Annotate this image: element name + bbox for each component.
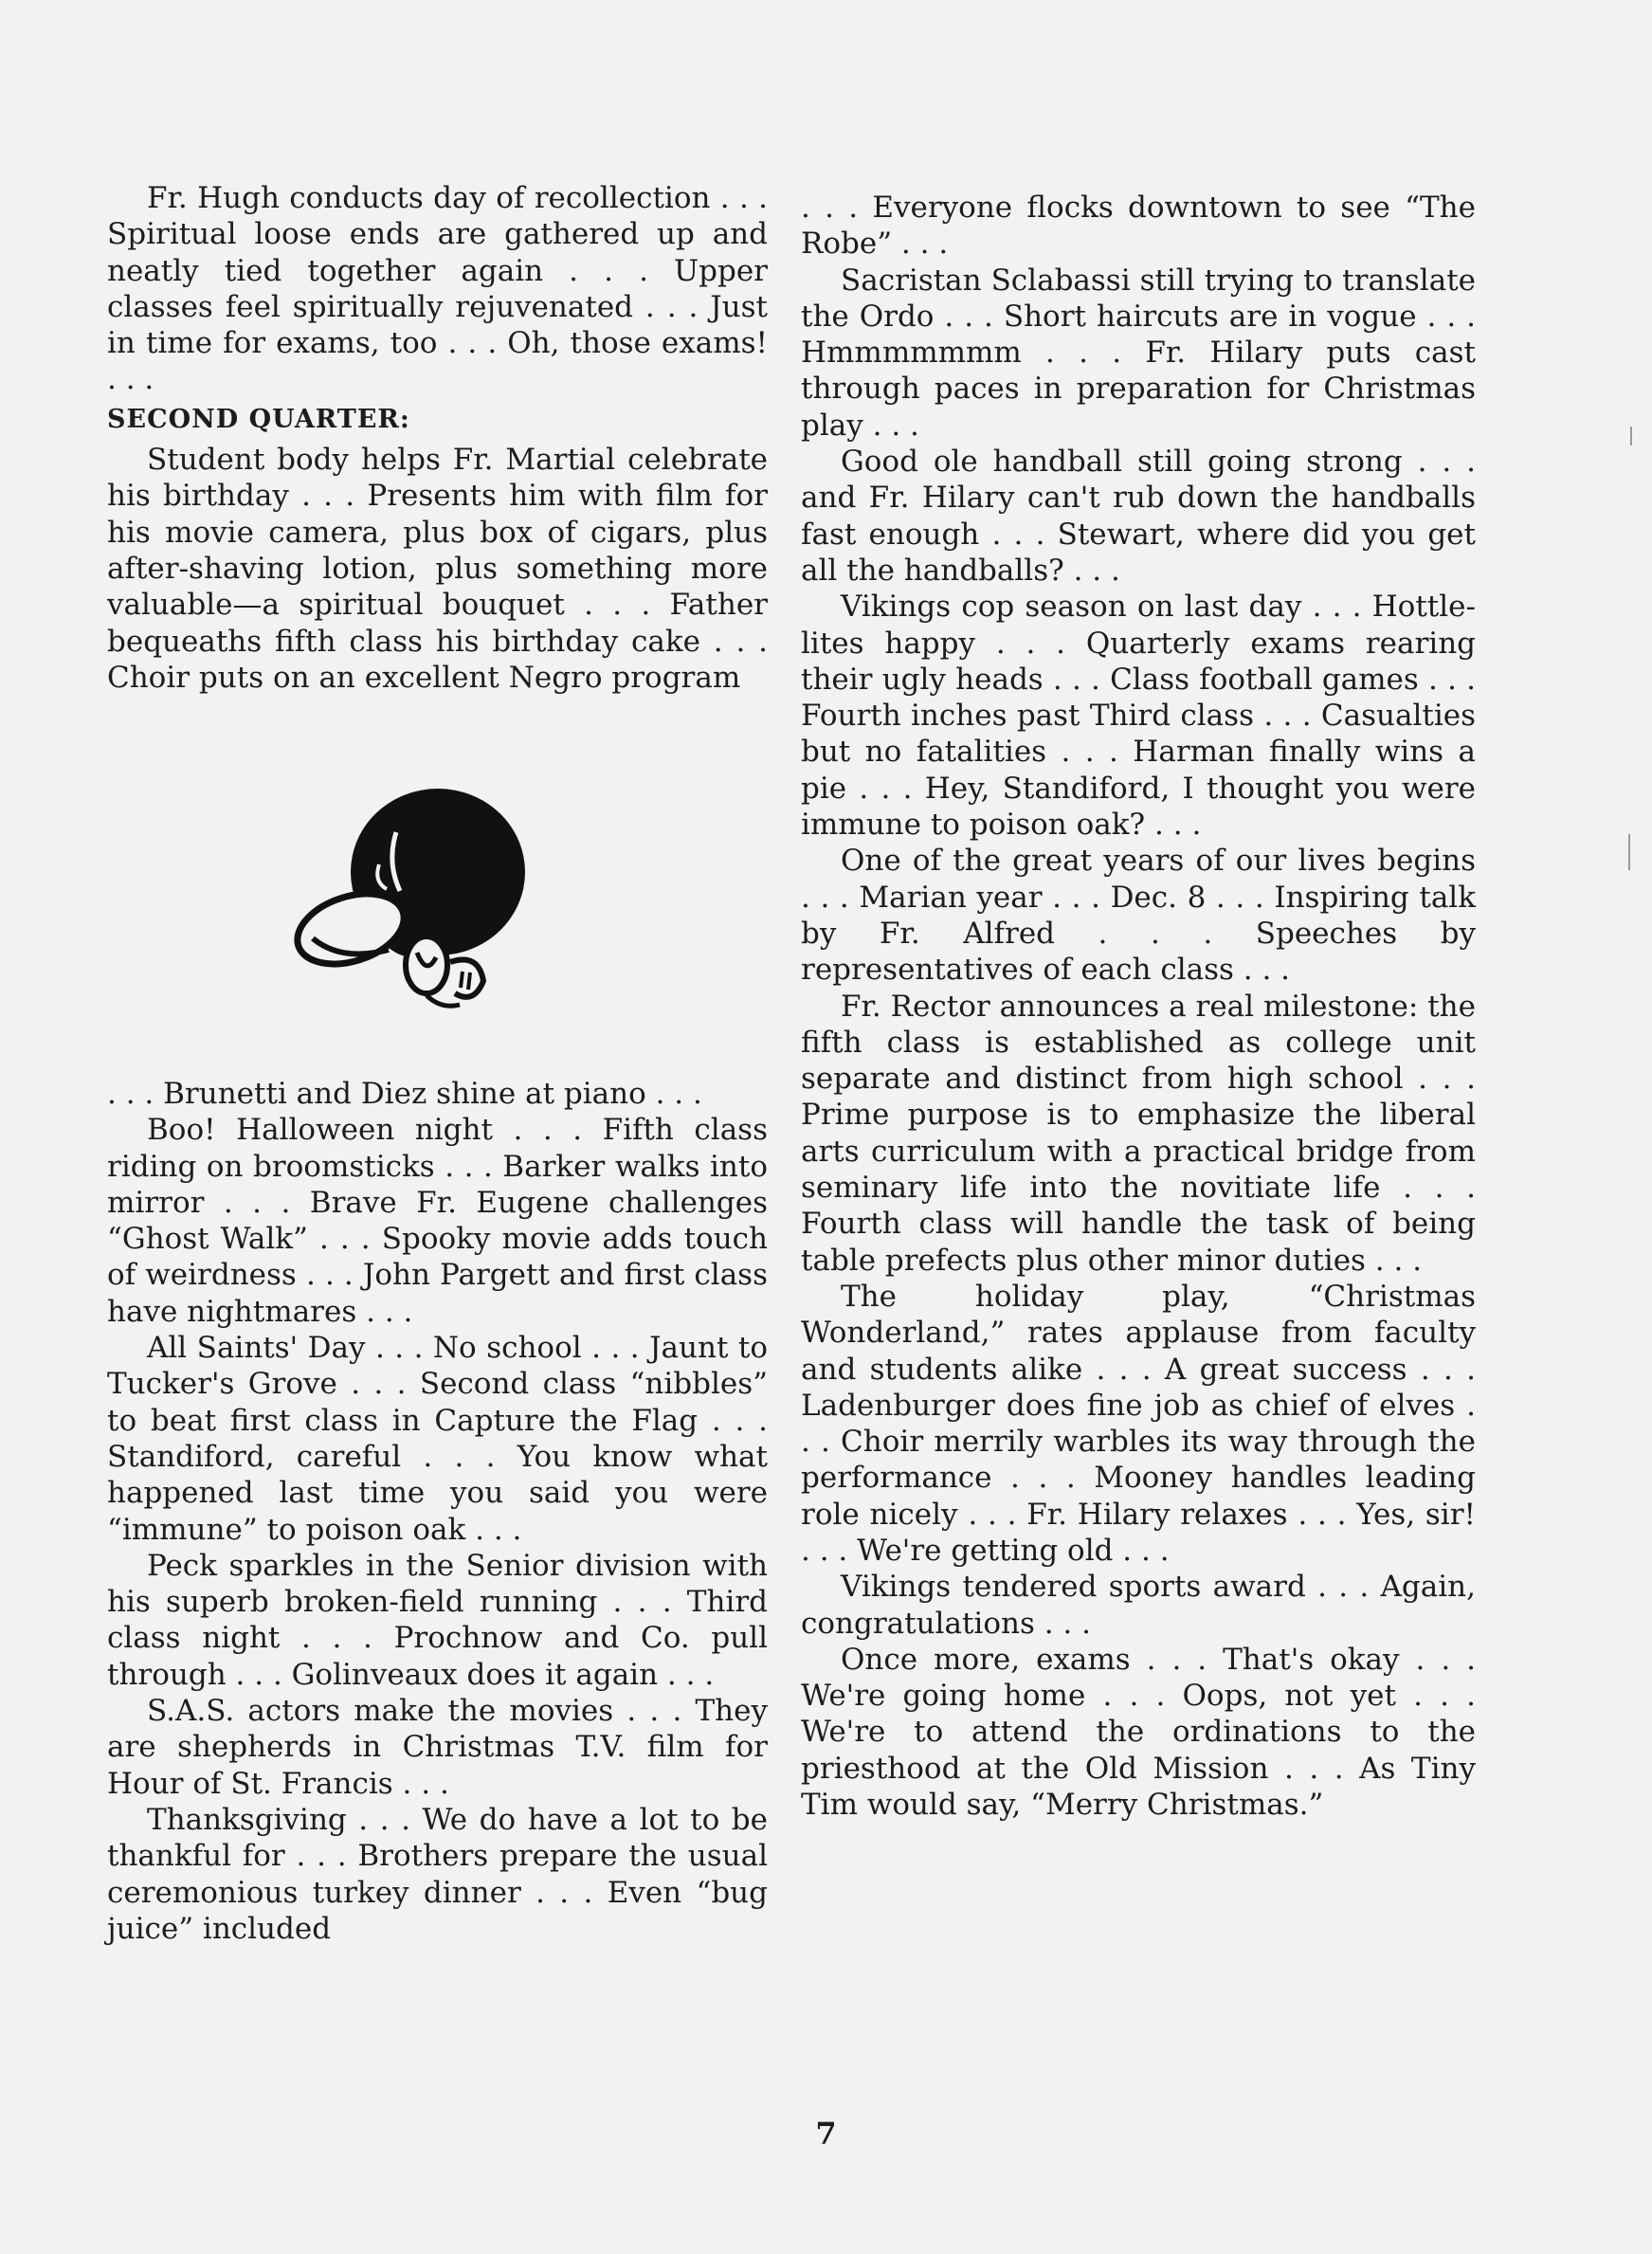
left-paragraph-2: Student body helps Fr. Martial celebrate his birthday . . . Presents him with film for his movie camera, plus box of cigars, plus after-shaving lotion, plus something more valuable—a spiritual bouquet . . . Father bequeaths fifth class his birthday cake . . . Choir puts on an excellent Negro program xyxy=(107,443,768,695)
right-paragraph-6: Fr. Rector announces a real milestone: the fifth class is established as college unit separate and distinct from high school . . . Prime purpose is to emphasize the liberal arts curriculum with a practical bridge from seminary life into the novitiate life . . . Fourth class will handle the task of being table prefects plus other minor duties . . . xyxy=(801,989,1476,1278)
right-paragraph-7: The holiday play, “Christmas Wonderland,” rates applause from faculty and students alike . . . A great success . . . Ladenburger does fine job as chief of elves . . . Choir merrily warbles its way through the performance . . . Mooney handles leading role nicely . . . Fr. Hilary relaxes . . . Yes, sir! . . . We're getting old . . . xyxy=(801,1279,1476,1568)
left-paragraph-5: All Saints' Day . . . No school . . . Jaunt to Tucker's Grove . . . Second class “nibbles” to beat first class in Capture the Flag . . . Standiford, careful . . . You know what happened last time you said you were “immune” to poison oak . . . xyxy=(107,1331,768,1547)
scan-speck xyxy=(1628,834,1630,870)
left-paragraph-7: S.A.S. actors make the movies . . . They are shepherds in Christmas T.V. film for Hour of St. Francis . . . xyxy=(107,1694,768,1801)
left-column-bottom xyxy=(107,1076,768,1947)
right-paragraph-8: Vikings tendered sports award . . . Again, congratulations . . . xyxy=(801,1570,1476,1641)
right-paragraph-5: One of the great years of our lives begins . . . Marian year . . . Dec. 8 . . . Inspiring talk by Fr. Alfred . . . Speeches by representatives of each class . . . xyxy=(801,844,1476,988)
right-paragraph-9: Once more, exams . . . That's okay . . . We're going home . . . Oops, not yet . . . We're to attend the ordinations to the priesthood at the Old Mission . . . As Tiny Tim would say, “Merry Christmas.” xyxy=(801,1642,1476,1823)
right-paragraph-4: Vikings cop season on last day . . . Hottle-lites happy . . . Quarterly exams rearing their ugly heads . . . Class football games . . . Fourth inches past Third class . . . Casualties but no fatalities . . . Harman finally wins a pie . . . Hey, Standiford, I thought you were immune to poison oak? . . . xyxy=(801,590,1476,843)
left-paragraph-3: . . . Brunetti and Diez shine at piano . . . xyxy=(107,1077,702,1111)
page-number: 7 xyxy=(815,2116,837,2152)
left-paragraph-8: Thanksgiving . . . We do have a lot to be thankful for . . . Brothers prepare the usual ceremonious turkey dinner . . . Even “bug juice” included xyxy=(107,1802,768,1946)
section-heading-second-quarter: SECOND QUARTER: xyxy=(107,404,410,434)
minstrel-cartoon-face-icon xyxy=(284,777,550,1024)
right-paragraph-2: Sacristan Sclabassi still trying to translate the Ordo . . . Short haircuts are in vogue . . . Hmmmmmmm . . . Fr. Hilary puts cast through paces in preparation for Christmas play . . . xyxy=(801,263,1476,443)
scan-speck xyxy=(1630,427,1632,445)
left-paragraph-6: Peck sparkles in the Senior division with his superb broken-field running . . . Third class night . . . Prochnow and Co. pull through . . . Golinveaux does it again . . . xyxy=(107,1548,768,1692)
right-paragraph-3: Good ole handball still going strong . . . and Fr. Hilary can't rub down the handballs fast enough . . . Stewart, where did you get all the handballs? . . . xyxy=(801,445,1476,588)
left-column-top xyxy=(107,180,768,696)
left-paragraph-1: Fr. Hugh conducts day of recollection . . . Spiritual loose ends are gathered up and neatly tied together again . . . Upper classes feel spiritually rejuvenated . . . Just in time for exams, too . . . Oh, those exams! . . . xyxy=(107,181,768,397)
right-column xyxy=(801,190,1476,1823)
right-paragraph-1: . . . Everyone flocks downtown to see “The Robe” . . . xyxy=(801,191,1476,262)
left-paragraph-4: Boo! Halloween night . . . Fifth class riding on broomsticks . . . Barker walks into mirror . . . Brave Fr. Eugene challenges “Ghost Walk” . . . Spooky movie adds touch of weirdness . . . John Pargett and first class have nightmares . . . xyxy=(107,1113,768,1329)
